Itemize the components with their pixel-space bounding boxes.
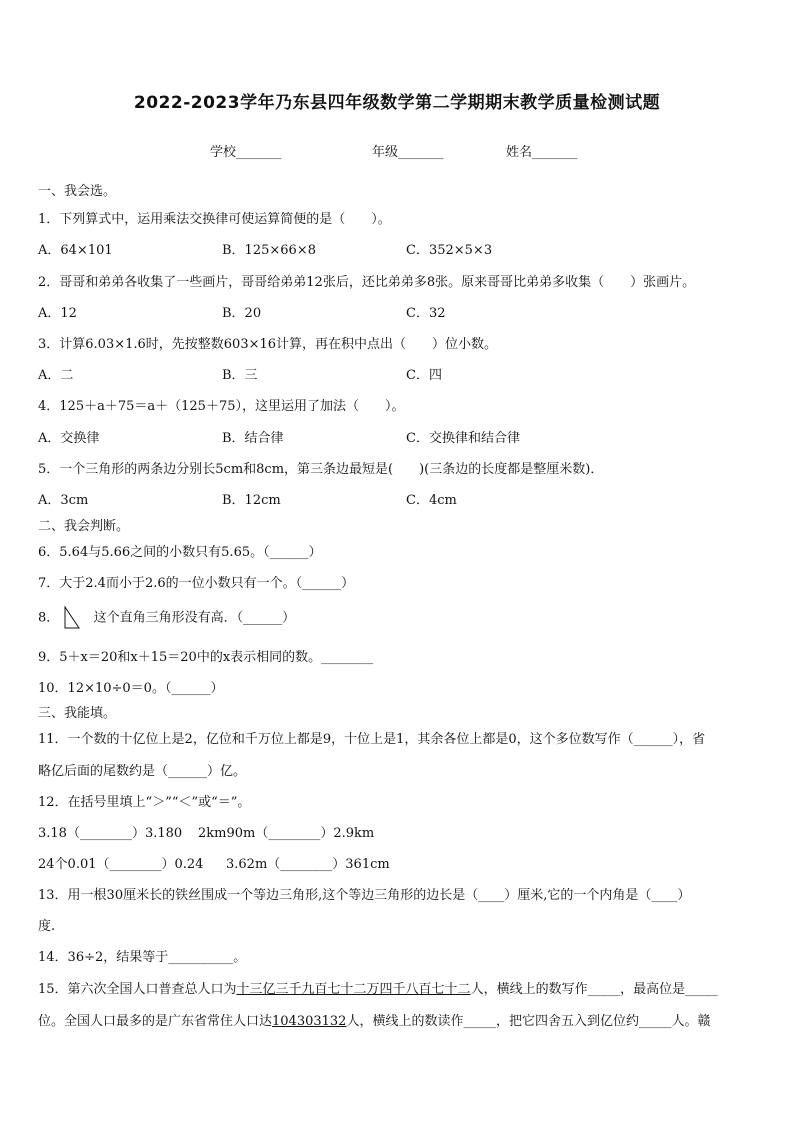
q15-underlined-number: 104303132 bbox=[272, 1014, 347, 1029]
q1-option-a: A．64×101 bbox=[38, 243, 113, 258]
q2-option-b: B．20 bbox=[222, 306, 262, 321]
question-8 bbox=[38, 606, 295, 630]
q3-option-b: B．三 bbox=[222, 368, 258, 383]
question-10: 10．12×10÷0＝0。（______） bbox=[38, 681, 224, 696]
question-6: 6．5.64与5.66之间的小数只有5.65。（______） bbox=[38, 545, 322, 560]
question-4: 4．125＋a＋75＝a＋（125＋75），这里运用了加法（ ）。 bbox=[38, 399, 405, 414]
q15-part-2: 人，横线上的数写作_____，最高位是_____ bbox=[470, 982, 718, 997]
question-15-line-2 bbox=[38, 1010, 710, 1029]
question-11-line-2: 略亿后面的尾数约是（______）亿。 bbox=[38, 764, 247, 779]
question-12: 12．在括号里填上“＞”“＜”或“＝”。 bbox=[38, 795, 251, 810]
question-5: 5．一个三角形的两条边分别长5cm和8cm，第三条边最短是( )(三条边的长度都是整厘米数)． bbox=[38, 462, 604, 477]
q12-item-4: 3.62m（________）361cm bbox=[226, 857, 390, 872]
section-heading-1: 一、我会选。 bbox=[38, 184, 117, 199]
q15-part-3: 位。全国人口最多的是广东省常住人口达 bbox=[38, 1014, 273, 1029]
q4-option-b: B．结合律 bbox=[222, 431, 284, 446]
question-7: 7．大于2.4而小于2.6的一位小数只有一个。（______） bbox=[38, 576, 355, 591]
q5-option-c: C．4cm bbox=[406, 493, 457, 508]
name-field: 姓名_______ bbox=[506, 145, 578, 160]
section-heading-3: 三、我能填。 bbox=[38, 706, 117, 721]
question-15-line-1 bbox=[38, 978, 718, 997]
q8-text: 这个直角三角形没有高．（______） bbox=[93, 610, 296, 626]
question-3: 3．计算6.03×1.6时，先按整数603×16计算，再在积中点出（ ）位小数。 bbox=[38, 337, 498, 352]
question-13-line-1: 13．用一根30厘米长的铁丝围成一个等边三角形,这个等边三角形的边长是（____）厘米,它的一个内角是（____） bbox=[38, 888, 691, 903]
right-triangle-icon bbox=[63, 606, 81, 630]
q12-item-2: 2km90m（________）2.9km bbox=[198, 826, 375, 841]
question-14: 14．36÷2，结果等于__________。 bbox=[38, 950, 247, 965]
q12-item-3: 24个0.01（________）0.24 bbox=[38, 857, 204, 872]
question-9: 9．5＋x＝20和x＋15＝20中的x表示相同的数。________ bbox=[38, 650, 374, 665]
q4-option-a: A．交换律 bbox=[38, 431, 100, 446]
q15-part-4: 人，横线上的数读作_____，把它四舍五入到亿位约_____人。赣 bbox=[346, 1014, 711, 1029]
q4-option-c: C．交换律和结合律 bbox=[406, 431, 520, 446]
q15-part-1: 15．第六次全国人口普查总人口为 bbox=[38, 982, 237, 997]
school-field: 学校_______ bbox=[210, 145, 282, 160]
page-title: 2022-2023学年乃东县四年级数学第二学期期末教学质量检测试题 bbox=[133, 93, 661, 113]
q8-number: 8． bbox=[38, 610, 60, 626]
q1-option-c: C．352×5×3 bbox=[406, 243, 493, 258]
q1-option-b: B．125×66×8 bbox=[222, 243, 316, 258]
q3-option-c: C．四 bbox=[406, 368, 442, 383]
q2-option-a: A．12 bbox=[38, 306, 77, 321]
q12-item-1: 3.18（________）3.180 bbox=[38, 826, 183, 841]
question-1: 1．下列算式中，运用乘法交换律可使运算简便的是（ ）。 bbox=[38, 212, 391, 227]
q2-option-c: C．32 bbox=[406, 306, 446, 321]
question-2: 2．哥哥和弟弟各收集了一些画片，哥哥给弟弟12张后，还比弟弟多8张。原来哥哥比弟弟多收集（ ）张画片。 bbox=[38, 275, 696, 290]
section-heading-2: 二、我会判断。 bbox=[38, 519, 130, 534]
q3-option-a: A．二 bbox=[38, 368, 74, 383]
q5-option-a: A．3cm bbox=[38, 493, 89, 508]
q5-option-b: B．12cm bbox=[222, 493, 281, 508]
question-13-line-2: 度. bbox=[38, 919, 56, 934]
grade-field: 年级_______ bbox=[372, 145, 444, 160]
question-11-line-1: 11．一个数的十亿位上是2，亿位和千万位上都是9，十位上是1，其余各位上都是0，这个多位数写作（______），省 bbox=[38, 732, 706, 747]
q15-underlined-population: 十三亿三千九百七十二万四千八百七十二 bbox=[236, 982, 471, 997]
